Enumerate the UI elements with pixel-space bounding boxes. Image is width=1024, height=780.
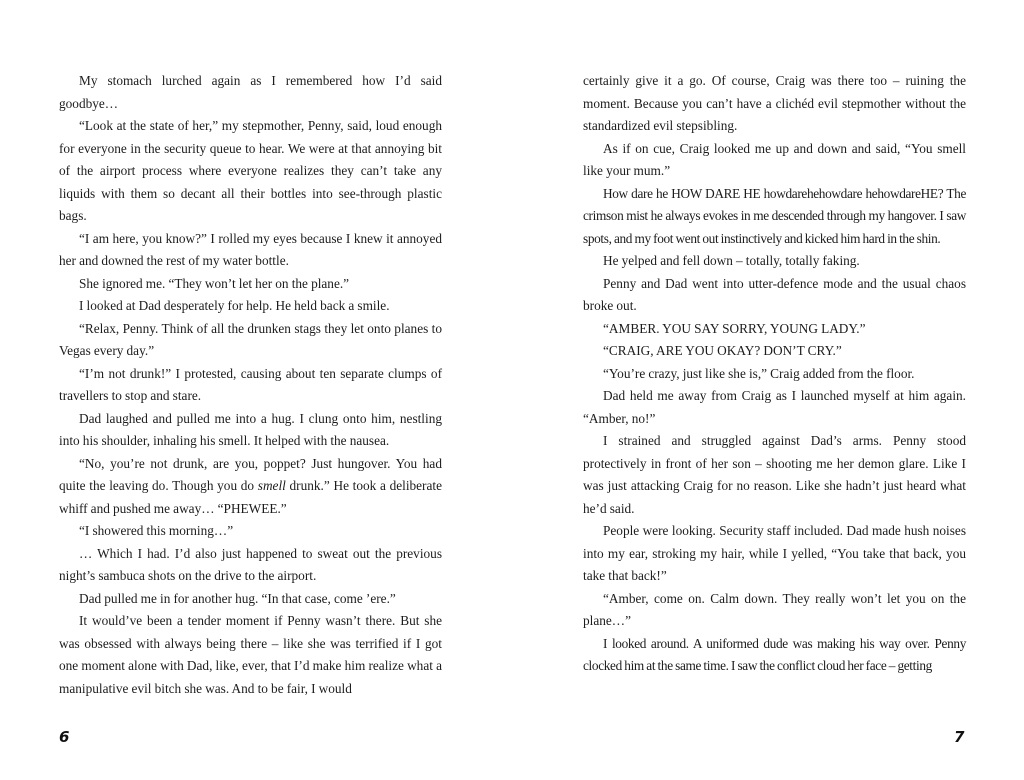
paragraph: “You’re crazy, just like she is,” Craig added from the floor.	[603, 365, 915, 381]
paragraph: She ignored me. “They won’t let her on the plane.”	[79, 275, 350, 291]
paragraph: Dad pulled me in for another hug. “In that case, come ’ere.”	[79, 590, 396, 606]
paragraph: Penny and Dad went into utter-defence mode and the usual chaos broke out.	[583, 275, 966, 313]
paragraph: My stomach lurched again as I remembered how I’d said goodbye…	[59, 73, 442, 111]
paragraph: “I’m not drunk!” I protested, causing about ten separate clumps of travellers to stop and stare.	[59, 365, 442, 403]
paragraph-text: drunk.” He took a deliberate whiff and pushed me away… “PHEWEE.”	[59, 478, 442, 516]
paragraph: … Which I had. I’d also just happened to sweat out the previous night’s sambuca shots on the drive to the airport.	[59, 545, 442, 583]
paragraph: “Amber, come on. Calm down. They really won’t let you on the plane…”	[583, 590, 966, 628]
continuation-paragraph: certainly give it a go. Of course, Craig was there too – ruining the moment. Because you can’t have a clichéd evil stepmother without the standardized evil stepsibling.	[583, 73, 966, 133]
paragraph: “AMBER. YOU SAY SORRY, YOUNG LADY.”	[603, 320, 866, 336]
paragraph: It would’ve been a tender moment if Penny wasn’t there. But she was obsessed with always being there – like she was terrified if I got one moment alone with Dad, like, ever, that I’d make him realize what a manipulative evil bitch she was. And to be fair, I would	[59, 613, 442, 696]
paragraph	[59, 453, 442, 521]
page-number-left: 6	[59, 728, 70, 746]
paragraph: “I showered this morning…”	[79, 523, 234, 538]
paragraph: I looked at Dad desperately for help. He held back a smile.	[79, 298, 390, 313]
right-page	[583, 70, 966, 678]
left-page	[59, 70, 442, 700]
paragraph-text: “No, you’re not drunk, are you, poppet? Just hungover. You had quite the leaving do. Though you do	[59, 455, 442, 493]
paragraph: I strained and struggled against Dad’s arms. Penny stood protectively in front of her son – shooting me her demon glare. Like I was just attacking Craig for no reason. Like she hadn’t just heard what he’d said.	[583, 433, 966, 516]
paragraph: He yelped and fell down – totally, totally faking.	[603, 253, 860, 268]
paragraph: “Relax, Penny. Think of all the drunken stags they let onto planes to Vegas every day.”	[59, 320, 442, 358]
paragraph: “CRAIG, ARE YOU OKAY? DON’T CRY.”	[603, 343, 842, 358]
page-number-right: 7	[954, 728, 965, 746]
paragraph: As if on cue, Craig looked me up and down and said, “You smell like your mum.”	[583, 140, 966, 178]
paragraph: “I am here, you know?” I rolled my eyes because I knew it annoyed her and downed the rest of my water bottle.	[59, 230, 442, 268]
paragraph: Dad held me away from Craig as I launched myself at him again. “Amber, no!”	[583, 388, 966, 426]
paragraph: I looked around. A uniformed dude was making his way over. Penny clocked him at the same time. I saw the conflict cloud her face – getting	[583, 635, 966, 673]
paragraph: How dare he HOW DARE HE howdarehehowdare hehowdareHE? The crimson mist he always evokes in me descended through my hangover. I saw spots, and my foot went out instinctively and kicked him hard in the shin.	[583, 185, 966, 246]
paragraph: “Look at the state of her,” my stepmother, Penny, said, loud enough for everyone in the security queue to hear. We were at that annoying bit of the airport process where everyone realizes they can’t take any liquids with them so decant all their bottles into see-through plastic bags.	[59, 118, 442, 223]
paragraph: Dad laughed and pulled me into a hug. I clung onto him, nestling into his shoulder, inhaling his smell. It helped with the nausea.	[59, 410, 442, 448]
emphasis-text: smell	[257, 478, 286, 493]
paragraph: People were looking. Security staff included. Dad made hush noises into my ear, stroking my hair, while I yelled, “You take that back, you take that back!”	[583, 523, 966, 583]
